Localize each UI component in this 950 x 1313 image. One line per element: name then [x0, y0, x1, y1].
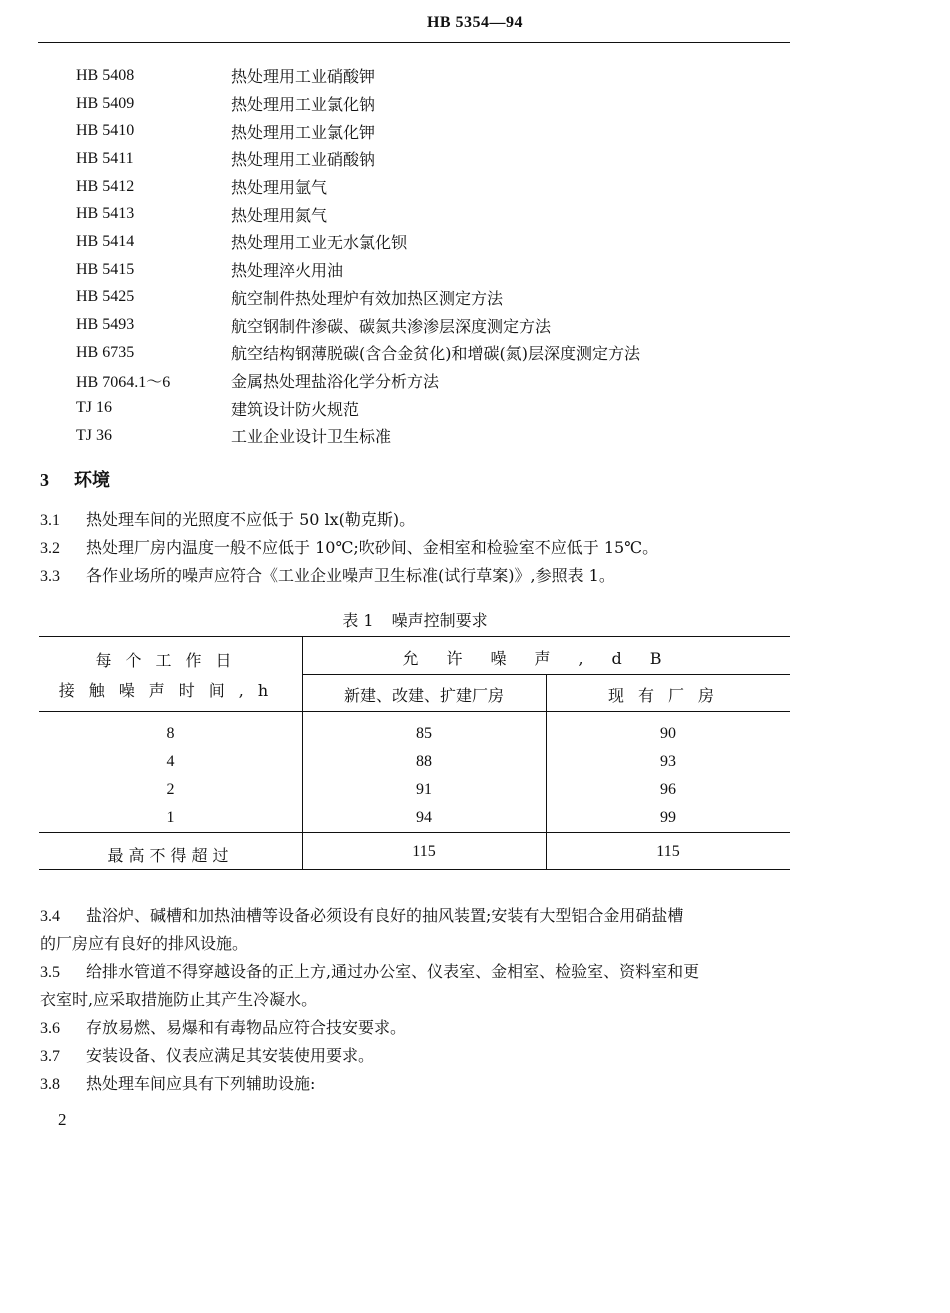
clause-number: 3.7 [40, 1048, 60, 1065]
clause-text: 给排水管道不得穿越设备的正上方,通过办公室、仪表室、金相室、检验室、资料室和更 [86, 962, 700, 981]
standard-title: 热处理用工业氯化钾 [231, 122, 376, 142]
standard-title: 建筑设计防火规范 [231, 399, 360, 419]
standard-title: 热处理用工业无水氯化钡 [231, 233, 408, 253]
clause [40, 1070, 792, 1099]
cell-new: 91 [416, 781, 432, 798]
cell-existing: 90 [660, 725, 676, 742]
header-exposure-line1: 每个工作日 [95, 651, 246, 670]
clause [40, 1042, 792, 1071]
standard-code: HB 5412 [76, 177, 135, 195]
clause-number: 3.6 [40, 1020, 60, 1037]
clause-number: 3.8 [40, 1076, 60, 1093]
standard-code: TJ 36 [76, 426, 112, 444]
clause-text: 各作业场所的噪声应符合《工业企业噪声卫生标准(试行草案)》,参照表 1。 [86, 566, 615, 585]
standard-row [76, 117, 796, 145]
header-allowed-noise: 允许噪声,dB [402, 649, 690, 668]
clause-text: 热处理厂房内温度一般不应低于 10℃;吹砂间、金相室和检验室不应低于 15℃。 [86, 538, 659, 557]
standard-code: HB 5414 [76, 232, 135, 250]
standard-title: 热处理用工业硝酸钾 [231, 67, 376, 87]
clause-text: 存放易燃、易爆和有毒物品应符合技安要求。 [86, 1018, 407, 1037]
standard-row [76, 367, 796, 395]
cell-hours: 4 [166, 753, 175, 770]
clause-continuation: 衣室时,应采取措施防止其产生冷凝水。 [40, 990, 318, 1009]
standard-row [76, 256, 796, 284]
standard-title: 航空制件热处理炉有效加热区测定方法 [231, 288, 504, 308]
clause-continuation: 的厂房应有良好的排风设施。 [40, 934, 249, 953]
standard-row [76, 339, 796, 367]
standard-row [76, 394, 796, 422]
standard-row [76, 200, 796, 228]
clause-text: 热处理车间的光照度不应低于 50 lx(勒克斯)。 [86, 510, 416, 529]
table-caption-title: 噪声控制要求 [391, 611, 488, 630]
noise-control-table [39, 636, 790, 870]
clause [40, 562, 792, 591]
standard-code: HB 5410 [76, 122, 135, 140]
standard-title: 热处理用氮气 [231, 205, 328, 225]
standard-row [76, 422, 796, 450]
cell-existing: 96 [660, 781, 676, 798]
clause [40, 958, 792, 987]
clause-number: 3.3 [40, 568, 60, 585]
cell-max-new: 115 [412, 843, 436, 860]
clause [40, 506, 792, 535]
standard-code: HB 5425 [76, 288, 135, 306]
clause [40, 1014, 792, 1043]
clause-number: 3.1 [40, 512, 60, 529]
clause-number: 3.4 [40, 908, 60, 925]
standard-row [76, 90, 796, 118]
clause [40, 534, 792, 563]
clause-number: 3.5 [40, 964, 60, 981]
standard-code: TJ 16 [76, 399, 112, 417]
standard-code: HB 5413 [76, 205, 135, 223]
header-exposure-line2: 接触噪声时间,h [58, 681, 283, 700]
table-body-rule [39, 832, 790, 833]
cell-hours: 1 [166, 809, 175, 826]
cell-new: 85 [416, 725, 432, 742]
cell-hours: 2 [166, 781, 175, 798]
cell-hours: 8 [166, 725, 175, 742]
standard-row [76, 228, 796, 256]
clause-text: 安装设备、仪表应满足其安装使用要求。 [86, 1046, 375, 1065]
clause-text: 热处理车间应具有下列辅助设施: [86, 1074, 316, 1093]
standard-row [76, 62, 796, 90]
standard-title: 热处理用氩气 [231, 178, 328, 198]
standard-code: HB 5411 [76, 149, 134, 167]
standard-title: 热处理淬火用油 [231, 261, 344, 281]
cell-existing: 99 [660, 809, 676, 826]
standard-title: 工业企业设计卫生标准 [231, 427, 392, 447]
standard-code: HB 7064.1～6 [76, 373, 171, 391]
standard-title: 热处理用工业硝酸钠 [231, 150, 376, 170]
standard-row [76, 284, 796, 312]
standard-code: HB 5493 [76, 316, 135, 334]
document-header: HB 5354—94 [426, 14, 524, 31]
cell-max-existing: 115 [656, 843, 680, 860]
table-top-rule [39, 636, 790, 637]
clause [40, 902, 792, 931]
standard-code: HB 5409 [76, 94, 135, 112]
standard-title: 热处理用工业氯化钠 [231, 95, 376, 115]
standard-code: HB 5408 [76, 66, 135, 84]
section-number: 3 [40, 470, 49, 490]
cell-new: 88 [416, 753, 432, 770]
table-caption-number: 表 1 [342, 611, 374, 630]
standard-title: 航空结构钢薄脱碳(含合金贫化)和增碳(氮)层深度测定方法 [231, 344, 640, 364]
page-number: 2 [58, 1110, 67, 1129]
cell-max-label: 最高不得超过 [107, 846, 234, 865]
cell-new: 94 [416, 809, 432, 826]
clause-number: 3.2 [40, 540, 60, 557]
section-title: 环境 [74, 470, 110, 491]
standard-code: HB 5415 [76, 260, 135, 278]
table-bottom-rule [39, 869, 790, 870]
table-head-rule [39, 711, 790, 712]
cell-existing: 93 [660, 753, 676, 770]
clause-text: 盐浴炉、碱槽和加热油槽等设备必须设有良好的抽风装置;安装有大型铝合金用硝盐槽 [86, 906, 684, 925]
header-new-plants: 新建、改建、扩建厂房 [343, 686, 504, 705]
table-caption [0, 608, 830, 631]
standard-title: 航空钢制件渗碳、碳氮共渗渗层深度测定方法 [231, 316, 552, 336]
section-heading [40, 466, 110, 492]
header-existing-plants: 现有厂房 [607, 686, 728, 705]
standard-row [76, 173, 796, 201]
standard-row [76, 311, 796, 339]
standard-code: HB 6735 [76, 343, 135, 361]
standard-title: 金属热处理盐浴化学分析方法 [231, 371, 440, 391]
standard-row [76, 145, 796, 173]
referenced-standards-list [76, 62, 796, 450]
header-rule [38, 42, 790, 43]
